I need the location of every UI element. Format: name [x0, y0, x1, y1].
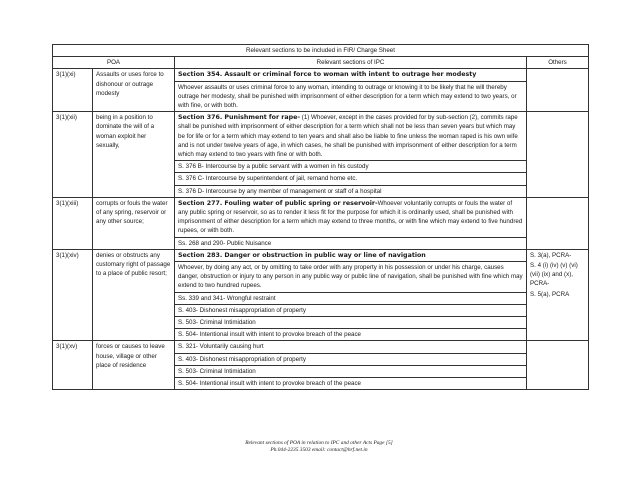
poa-section-code: 3(1)(xv) — [53, 341, 93, 390]
table-title-row — [53, 45, 589, 57]
footer-contact: Ph.044-2235 3503 email: contact@hrf.net.in — [270, 447, 368, 453]
ipc-section-text: S. 504- Intentional insult with intent to provoke breach of the peace — [178, 331, 361, 339]
column-header-row — [53, 57, 589, 69]
ipc-section-text: Whoever voluntarily corrupts or fouls the water of any public spring or reservoir, so as to render it less fit for the purpose for which it is ordinarily used, shall be punished with imprisonment of either description for a term which may extend to three months, or with fine which may extend to five hundred rupees, or with both. — [178, 199, 523, 235]
ipc-entry — [175, 112, 526, 160]
ipc-sections-cell — [175, 249, 527, 341]
ipc-entry — [175, 304, 526, 316]
ipc-entry — [175, 172, 526, 184]
ipc-section-text: S. 403- Dishonest misappropriation of property — [178, 306, 306, 314]
ipc-section-heading: Section 277. Fouling water of public spring or reservoir- — [178, 199, 378, 207]
ipc-section-text: S. 503- Criminal Intimidation — [178, 319, 256, 327]
ipc-section-text: S. 321- Voluntarily causing hurt — [178, 343, 264, 351]
ipc-header: Relevant sections of IPC — [175, 57, 527, 69]
ipc-section-heading: Section 376. Punishment for rape- — [178, 114, 301, 122]
poa-section-code: 3(1)(xiv) — [53, 249, 93, 341]
table-row — [53, 249, 589, 341]
ipc-section-text: S. 403- Dishonest misappropriation of property — [178, 355, 306, 363]
poa-section-code: 3(1)(xiii) — [53, 197, 93, 249]
ipc-entry — [175, 81, 526, 112]
poa-offence-description: corrupts or fouls the water of any spring, reservoir or any other source; — [93, 197, 175, 249]
ipc-sections-cell — [175, 112, 527, 198]
poa-offence-description: Assaults or uses force to dishonour or outrage modesty — [93, 69, 175, 112]
others-cell — [527, 341, 589, 390]
table-title: Relevant sections to be included in FIR/ Charge Sheet — [53, 45, 589, 57]
ipc-section-text: Ss. 339 and 341- Wrongful restraint — [178, 294, 276, 302]
ipc-entry — [175, 365, 526, 377]
ipc-section-text: S. 503- Criminal Intimidation — [178, 367, 256, 375]
poa-header: POA — [53, 57, 175, 69]
page-footer — [0, 440, 638, 454]
table-row — [53, 341, 589, 390]
ipc-entry — [175, 353, 526, 365]
ipc-section-text: S. 376 C- Intercourse by superintendent of jail, remand home etc. — [178, 175, 358, 183]
ipc-entry — [175, 316, 526, 328]
ipc-entry — [175, 69, 526, 80]
ipc-sections-cell — [175, 69, 527, 112]
table-row — [53, 112, 589, 198]
ipc-sections-cell — [175, 197, 527, 249]
poa-section-code: 3(1)(xi) — [53, 69, 93, 112]
poa-section-code: 3(1)(xii) — [53, 112, 93, 198]
ipc-section-text: Ss. 268 and 290- Public Nuisance — [178, 239, 272, 247]
table-row — [53, 69, 589, 112]
ipc-section-text: S. 376 B- Intercourse by a public servant with a women in his custody — [178, 163, 369, 171]
others-cell — [527, 112, 589, 198]
table-row — [53, 197, 589, 249]
ipc-entry — [175, 292, 526, 304]
others-cell — [527, 249, 589, 341]
ipc-entry — [175, 377, 526, 389]
others-header: Others — [527, 57, 589, 69]
ipc-section-heading: Section 283. Danger or obstruction in public way or line of navigation — [178, 251, 426, 259]
ipc-section-text: Whoever, by doing any act, or by omitting to take order with any property in his possession or under his charge, causes danger, obstruction or injury to any person in any public way or public line of navigation, shall be punished with fine which may extend to two hundred rupees. — [178, 264, 523, 290]
ipc-entry — [175, 250, 526, 261]
ipc-entry — [175, 160, 526, 172]
other-act-reference: S. 5(a), PCRA — [530, 290, 570, 298]
footer-title: Relevant sections of POA in relation to IPC and other Acts Page [5] — [245, 440, 393, 446]
ipc-entry — [175, 328, 526, 340]
ipc-entry — [175, 237, 526, 249]
other-act-reference: S. 4 (i) (iv) (v) (vi) (vii) (ix) and (x), PCRA- — [530, 262, 578, 288]
ipc-entry — [175, 341, 526, 352]
poa-offence-description: being in a position to dominate the will of a woman exploit her sexually, — [93, 112, 175, 198]
others-cell — [527, 197, 589, 249]
ipc-entry — [175, 185, 526, 197]
poa-offence-description: denies or obstructs any customary right of passage to a place of public resort; — [93, 249, 175, 341]
others-cell — [527, 69, 589, 112]
ipc-entry — [175, 198, 526, 237]
other-act-reference: S. 3(a), PCRA- — [530, 251, 572, 259]
ipc-section-text: S. 504- Intentional insult with intent to provoke breach of the peace — [178, 380, 361, 388]
poa-offence-description: forces or causes to leave house, village or other place of residence — [93, 341, 175, 390]
ipc-section-text: Whoever assaults or uses criminal force to any woman, intending to outrage or knowing it to be likely that he will thereby outrage her modesty, shall be punished with imprisonment of either description for a term which may extend to two years, or with fine, or with both. — [178, 83, 517, 110]
ipc-section-heading: Section 354. Assault or criminal force to woman with intent to outrage her modesty — [178, 71, 477, 79]
ipc-sections-cell — [175, 341, 527, 390]
fir-sections-table — [52, 44, 589, 390]
ipc-entry — [175, 261, 526, 292]
ipc-section-text: (1) Whoever, except in the cases provided for by sub-section (2), commits rape shall be punished with imprisonment of either description for a term which shall not be less than seven years but which may be for life or for a term which may extend to ten years and shall also be liable to fine unless the woman raped is his own wife and is not under twelve years of age, in which cases, he shall be punished with imprisonment of either description for a term which may extend to two years with fine or with both. — [178, 114, 518, 159]
ipc-section-text: S. 376 D- Intercourse by any member of management or staff of a hospital — [178, 187, 382, 195]
